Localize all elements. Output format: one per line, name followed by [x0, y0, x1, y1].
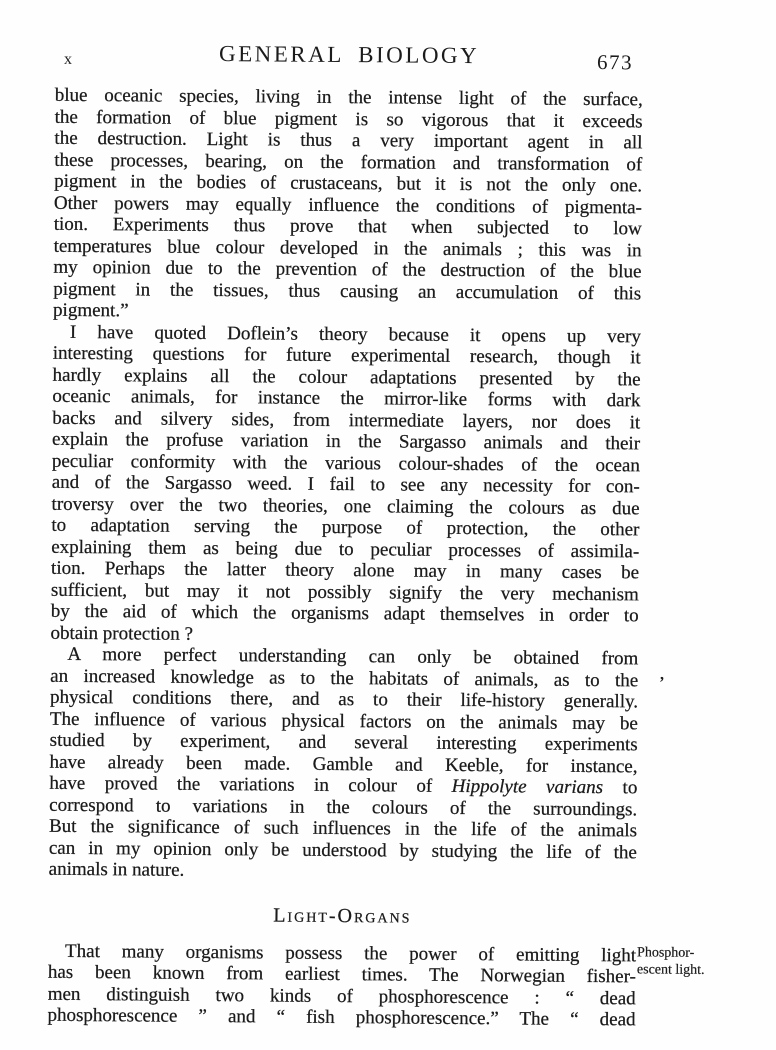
text-line: by the aid of which the organisms adapt themselves in order to: [50, 600, 639, 627]
page-number: 673: [596, 50, 634, 75]
text-line: has been known from earliest times. The Norwegian fisher-: [47, 961, 636, 988]
text-line: tion. Experiments thus prove that when subjected to low: [53, 213, 642, 240]
text-line: I have quoted Doflein’s theory because it opens up very: [69, 321, 641, 347]
paragraph: [53, 85, 643, 326]
running-head-title: GENERAL BIOLOGY: [218, 41, 480, 69]
paragraph: [49, 644, 639, 885]
text-line: and of the Sargasso weed. I fail to see any necessity for con-: [51, 471, 640, 498]
paragraph: [50, 321, 641, 648]
text-line: oceanic animals, for instance the mirror-like forms with dark: [52, 385, 641, 412]
text-line: peculiar conformity with the various colour-shades of the ocean: [51, 450, 640, 476]
margin-note: [637, 944, 759, 979]
text-line: to adaptation serving the purpose of protection, the other: [51, 514, 640, 541]
text-line: obtain protection ?: [50, 622, 194, 645]
text-line: blue oceanic species, living in the intense light of the surface,: [54, 84, 643, 111]
text-segment: to: [603, 777, 638, 799]
text-line: my opinion due to the prevention of the destruction of the blue: [53, 256, 642, 283]
text-line: pigment in the tissues, thus causing an accumulation of this: [53, 278, 642, 304]
signature-mark: x: [64, 50, 73, 68]
text-line: sufficient, but may it not possibly signify the very mechanism: [50, 579, 639, 605]
text-line: have already been made. Gamble and Keeble, for instance,: [49, 751, 638, 777]
section-heading: Light-Organs: [273, 904, 412, 928]
text-line: pigment in the bodies of crustaceans, but it is not the only one.: [54, 170, 643, 197]
text-line: the destruction. Light is thus a very important agent in all: [54, 127, 643, 154]
text-line: correspond to variations in the colours of the surroundings.: [49, 794, 638, 820]
text-segment: have proved the variations in colour of: [49, 772, 452, 797]
text-line: But the significance of such influences in the life of the animals: [48, 815, 638, 842]
text-line: That many organisms possess the power of emitting light: [64, 940, 637, 966]
text-line: phosphorescence ” and “ fish phosphorescence.” The “ dead: [47, 1004, 636, 1031]
text-line: tion. Perhaps the latter theory alone may in many cases be: [50, 557, 640, 584]
species-name-italic: Hippolyte varians: [451, 775, 604, 799]
text-line: can in my opinion only be understood by studying the life of the: [48, 837, 637, 863]
text-line: interesting questions for future experimental research, though it: [52, 342, 641, 369]
text-line: temperatures blue colour developed in the animals ; this was in: [53, 235, 642, 261]
paragraph: [47, 940, 636, 1031]
text-line: pigment.”: [53, 299, 129, 322]
text-line: backs and silvery sides, from intermediate layers, nor does it: [52, 407, 641, 433]
text-block: [47, 85, 642, 1031]
text-line: explain the profuse variation in the Sargasso animals and their: [52, 428, 641, 455]
text-line: an increased knowledge as to the habitats of animals, as to the: [50, 665, 639, 691]
text-line: studied by experiment, and several interesting experiments: [49, 729, 638, 756]
text-line: explaining them as being due to peculiar processes of assimila-: [51, 536, 640, 562]
margin-note-line: escent light.: [636, 962, 705, 978]
text-line: Other powers may equally influence the conditions of pigmenta-: [53, 192, 643, 218]
text-line: The influence of various physical factors on the animals may be: [49, 708, 638, 734]
text-line: men distinguish two kinds of phosphorescence : “ dead: [47, 983, 636, 1009]
text-line: troversy over the two theories, one claiming the colours as due: [51, 493, 640, 519]
text-line: animals in nature.: [48, 858, 185, 881]
ink-speck: ’: [659, 674, 665, 692]
margin-note-line: Phosphor-: [637, 945, 695, 961]
text-line: the formation of blue pigment is so vigorous that it exceeds: [54, 106, 643, 132]
text-line: A more perfect understanding can only be obtained from: [67, 643, 639, 670]
text-line: physical conditions there, and as to their life-history generally.: [49, 686, 639, 713]
text-line: hardly explains all the colour adaptations presented by the: [52, 364, 641, 390]
text-line: these processes, bearing, on the formation and transformation of: [54, 149, 643, 175]
